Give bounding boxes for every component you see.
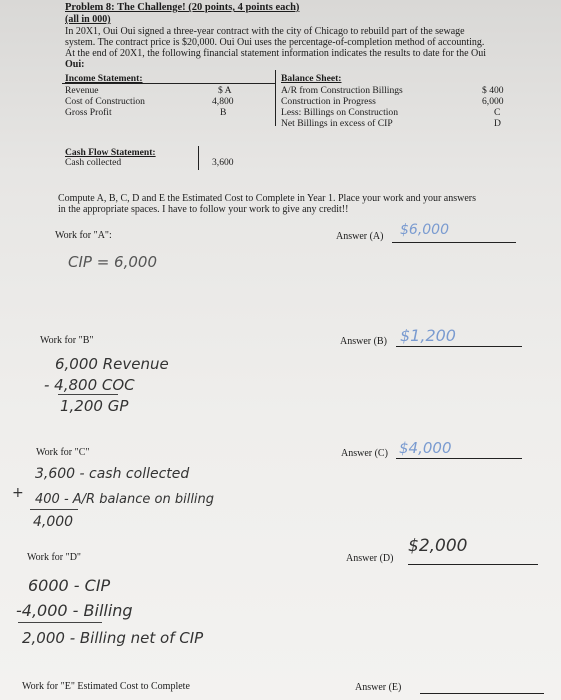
answer-c-handwritten: $4,000 [399,439,452,457]
answer-b-line [396,346,522,347]
income-row-label: Gross Profit [65,107,112,118]
income-statement-heading: Income Statement: [65,73,143,84]
answer-d-label: Answer (D) [346,553,394,564]
answer-b-label: Answer (B) [340,336,387,347]
intro-line-4: Oui: [65,59,85,70]
intro-line-1: In 20X1, Oui Oui signed a three-year contract with the city of Chicago to rebuild part of the sewage [65,26,465,37]
balance-row-value: $ 400 [482,85,504,96]
cash-flow-row-value: 3,600 [212,157,234,168]
work-d-hand-line-1: 6000 - CIP [28,576,111,595]
cash-flow-heading: Cash Flow Statement: [65,147,156,158]
work-d-label: Work for "D" [27,552,82,563]
problem-title: Problem 8: The Challenge! (20 points, 4 points each) [65,2,300,13]
answer-a-line [392,242,516,243]
table-top-rule [62,83,276,84]
work-a-label: Work for "A": [55,230,112,241]
cash-flow-divider [198,146,199,170]
work-c-label: Work for "C" [36,447,90,458]
answer-c-label: Answer (C) [341,448,388,459]
intro-line-3: At the end of 20X1, the following financial statement information indicates the results to date for the Oui [65,48,487,59]
work-d-hand-line-2: -4,000 - Billing [16,601,133,620]
balance-row-value: 6,000 [482,96,504,107]
instructions-line-2: in the appropriate spaces. I have to follow your work to give any credit!! [58,204,349,215]
work-c-hand-line-1: 3,600 - cash collected [35,466,190,482]
balance-row-label: Net Billings in excess of CIP [281,118,393,129]
income-row-value: $ A [218,85,232,96]
work-c-sum-line [30,509,78,510]
balance-row-label: A/R from Construction Billings [281,85,403,96]
answer-b-handwritten: $1,200 [400,326,456,345]
work-d-hand-line-3: 2,000 - Billing net of CIP [22,629,204,647]
balance-row-label: Less: Billings on Construction [281,107,398,118]
balance-sheet-heading: Balance Sheet: [281,73,342,84]
answer-a-label: Answer (A) [336,231,384,242]
instructions-line-1: Compute A, B, C, D and E the Estimated Cost to Complete in Year 1. Place your work and your answers [58,193,477,204]
intro-line-2: system. The contract price is $20,000. Oui Oui uses the percentage-of-completion method of accounting. [65,37,485,48]
cash-flow-row-label: Cash collected [65,157,122,168]
work-e-label: Work for "E" Estimated Cost to Complete [22,681,190,692]
work-a-handwriting: CIP = 6,000 [68,253,157,271]
work-b-hand-line-2: - 4,800 COC [44,376,135,394]
work-c-hand-line-3: 4,000 [33,514,74,530]
income-row-label: Revenue [65,85,99,96]
income-row-value: 4,800 [212,96,234,107]
balance-row-value: C [494,107,501,118]
work-c-hand-line-2: 400 - A/R balance on billing [35,492,215,507]
answer-d-handwritten: $2,000 [408,536,468,556]
work-b-hand-line-3: 1,200 GP [60,397,129,415]
answer-d-line [408,564,538,565]
income-row-label: Cost of Construction [65,96,145,107]
work-b-sum-line [58,394,118,395]
work-b-hand-line-1: 6,000 Revenue [55,355,169,373]
answer-e-line [420,693,544,694]
table-divider [275,70,276,126]
work-d-sum-line [18,622,102,623]
answer-c-line [396,458,522,459]
problem-subtitle: (all in 000) [65,14,111,25]
income-row-value: B [220,107,227,118]
balance-row-label: Construction in Progress [281,96,376,107]
work-b-label: Work for "B" [40,335,94,346]
answer-e-label: Answer (E) [355,682,402,693]
balance-row-value: D [494,118,501,129]
work-c-plus: + [12,485,24,501]
answer-a-handwritten: $6,000 [400,222,449,238]
